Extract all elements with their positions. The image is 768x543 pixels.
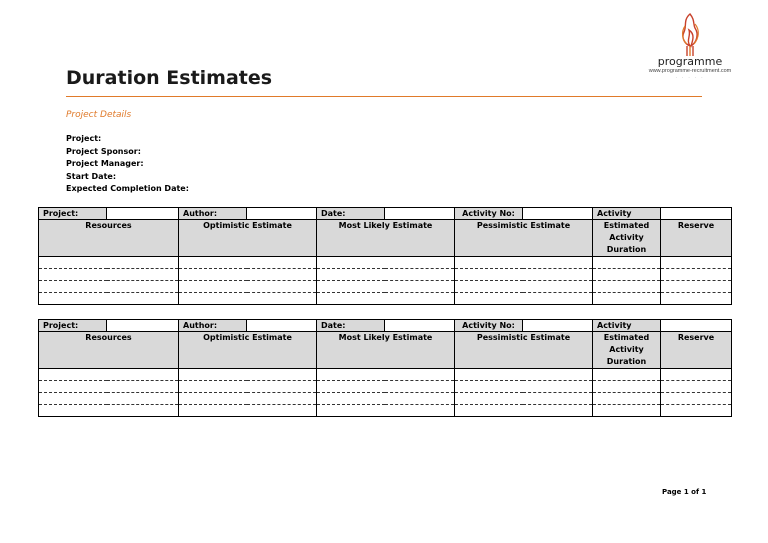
meta-value[interactable] bbox=[247, 320, 317, 332]
table-cell[interactable] bbox=[661, 405, 732, 417]
table-cell[interactable] bbox=[317, 381, 455, 393]
table-row bbox=[39, 393, 732, 405]
column-header: Estimated Activity Duration bbox=[593, 332, 661, 369]
table-meta-row bbox=[39, 208, 732, 220]
table-cell[interactable] bbox=[39, 381, 179, 393]
estimate-table-2 bbox=[38, 319, 732, 417]
table-cell[interactable] bbox=[39, 281, 179, 293]
table-cell[interactable] bbox=[455, 405, 593, 417]
meta-label: Author: bbox=[179, 320, 247, 332]
table-cell[interactable] bbox=[593, 281, 661, 293]
table-cell[interactable] bbox=[179, 369, 317, 381]
meta-value[interactable] bbox=[523, 208, 593, 220]
table-cell[interactable] bbox=[317, 393, 455, 405]
table-cell[interactable] bbox=[39, 269, 179, 281]
table-cell[interactable] bbox=[455, 293, 593, 305]
table-cell[interactable] bbox=[593, 393, 661, 405]
meta-label: Project: bbox=[39, 208, 107, 220]
table-cell[interactable] bbox=[661, 393, 732, 405]
meta-value[interactable] bbox=[107, 320, 179, 332]
meta-value[interactable] bbox=[107, 208, 179, 220]
table-cell[interactable] bbox=[317, 269, 455, 281]
table-cell[interactable] bbox=[455, 381, 593, 393]
column-header: Most Likely Estimate bbox=[317, 220, 455, 257]
table-cell[interactable] bbox=[593, 293, 661, 305]
meta-label: Activity No: bbox=[455, 320, 523, 332]
table-cell[interactable] bbox=[179, 393, 317, 405]
table-cell[interactable] bbox=[661, 257, 732, 269]
column-header: Reserve bbox=[661, 332, 732, 369]
meta-label: Project: bbox=[39, 320, 107, 332]
column-header: Resources bbox=[39, 220, 179, 257]
table-cell[interactable] bbox=[455, 269, 593, 281]
logo-wordmark: programme bbox=[657, 55, 723, 68]
table-cell[interactable] bbox=[593, 405, 661, 417]
section-heading: Project Details bbox=[66, 110, 132, 120]
table-row bbox=[39, 281, 732, 293]
table-row bbox=[39, 405, 732, 417]
table-cell[interactable] bbox=[455, 257, 593, 269]
table-cell[interactable] bbox=[317, 293, 455, 305]
table-cell[interactable] bbox=[179, 257, 317, 269]
table-cell[interactable] bbox=[179, 281, 317, 293]
table-cell[interactable] bbox=[593, 269, 661, 281]
meta-value[interactable] bbox=[523, 320, 593, 332]
column-header: Optimistic Estimate bbox=[179, 332, 317, 369]
table-cell[interactable] bbox=[593, 257, 661, 269]
detail-project-sponsor: Project Sponsor: bbox=[66, 146, 141, 156]
column-header: Optimistic Estimate bbox=[179, 220, 317, 257]
table-cell[interactable] bbox=[661, 269, 732, 281]
detail-project: Project: bbox=[66, 134, 102, 143]
table-cell[interactable] bbox=[39, 293, 179, 305]
meta-label: Activity No: bbox=[455, 208, 523, 220]
column-header: Pessimistic Estimate bbox=[455, 332, 593, 369]
detail-expected-completion: Expected Completion Date: bbox=[66, 184, 189, 194]
table-cell[interactable] bbox=[317, 369, 455, 381]
meta-value[interactable] bbox=[247, 208, 317, 220]
table-cell[interactable] bbox=[39, 257, 179, 269]
column-header: Reserve bbox=[661, 220, 732, 257]
table-cell[interactable] bbox=[661, 369, 732, 381]
detail-project-manager: Project Manager: bbox=[66, 159, 144, 169]
page-number: Page 1 of 1 bbox=[662, 488, 707, 496]
column-header: Pessimistic Estimate bbox=[455, 220, 593, 257]
table-row bbox=[39, 269, 732, 281]
column-header: Estimated Activity Duration bbox=[593, 220, 661, 257]
meta-value[interactable] bbox=[661, 208, 732, 220]
column-header: Resources bbox=[39, 332, 179, 369]
meta-label: Author: bbox=[179, 208, 247, 220]
meta-value[interactable] bbox=[385, 208, 455, 220]
table-cell[interactable] bbox=[39, 405, 179, 417]
detail-start-date: Start Date: bbox=[66, 171, 117, 181]
table-cell[interactable] bbox=[179, 269, 317, 281]
estimate-table-1 bbox=[38, 207, 732, 305]
table-cell[interactable] bbox=[661, 293, 732, 305]
column-header: Most Likely Estimate bbox=[317, 332, 455, 369]
table-header-row bbox=[39, 332, 732, 369]
table-cell[interactable] bbox=[455, 369, 593, 381]
table-row bbox=[39, 369, 732, 381]
meta-value[interactable] bbox=[385, 320, 455, 332]
table-cell[interactable] bbox=[661, 281, 732, 293]
meta-label: Activity bbox=[593, 208, 661, 220]
table-cell[interactable] bbox=[179, 381, 317, 393]
table-cell[interactable] bbox=[317, 257, 455, 269]
table-cell[interactable] bbox=[593, 369, 661, 381]
page-title: Duration Estimates bbox=[66, 67, 273, 89]
table-cell[interactable] bbox=[179, 293, 317, 305]
table-cell[interactable] bbox=[317, 405, 455, 417]
table-row bbox=[39, 381, 732, 393]
table-cell[interactable] bbox=[455, 281, 593, 293]
meta-label: Date: bbox=[317, 320, 385, 332]
meta-label: Date: bbox=[317, 208, 385, 220]
table-row bbox=[39, 257, 732, 269]
table-cell[interactable] bbox=[661, 381, 732, 393]
title-divider bbox=[66, 96, 702, 97]
table-cell[interactable] bbox=[39, 393, 179, 405]
logo-tagline: · · · · · bbox=[675, 75, 705, 80]
table-row bbox=[39, 293, 732, 305]
logo-url: www.programme-recruitment.com bbox=[648, 68, 732, 74]
meta-value[interactable] bbox=[661, 320, 732, 332]
company-logo bbox=[640, 12, 740, 90]
table-header-row bbox=[39, 220, 732, 257]
table-cell[interactable] bbox=[179, 405, 317, 417]
table-cell[interactable] bbox=[317, 281, 455, 293]
meta-label: Activity bbox=[593, 320, 661, 332]
table-cell[interactable] bbox=[593, 381, 661, 393]
table-cell[interactable] bbox=[39, 369, 179, 381]
flame-logo-icon bbox=[675, 12, 705, 56]
table-cell[interactable] bbox=[455, 393, 593, 405]
project-details bbox=[66, 133, 189, 196]
table-meta-row bbox=[39, 320, 732, 332]
